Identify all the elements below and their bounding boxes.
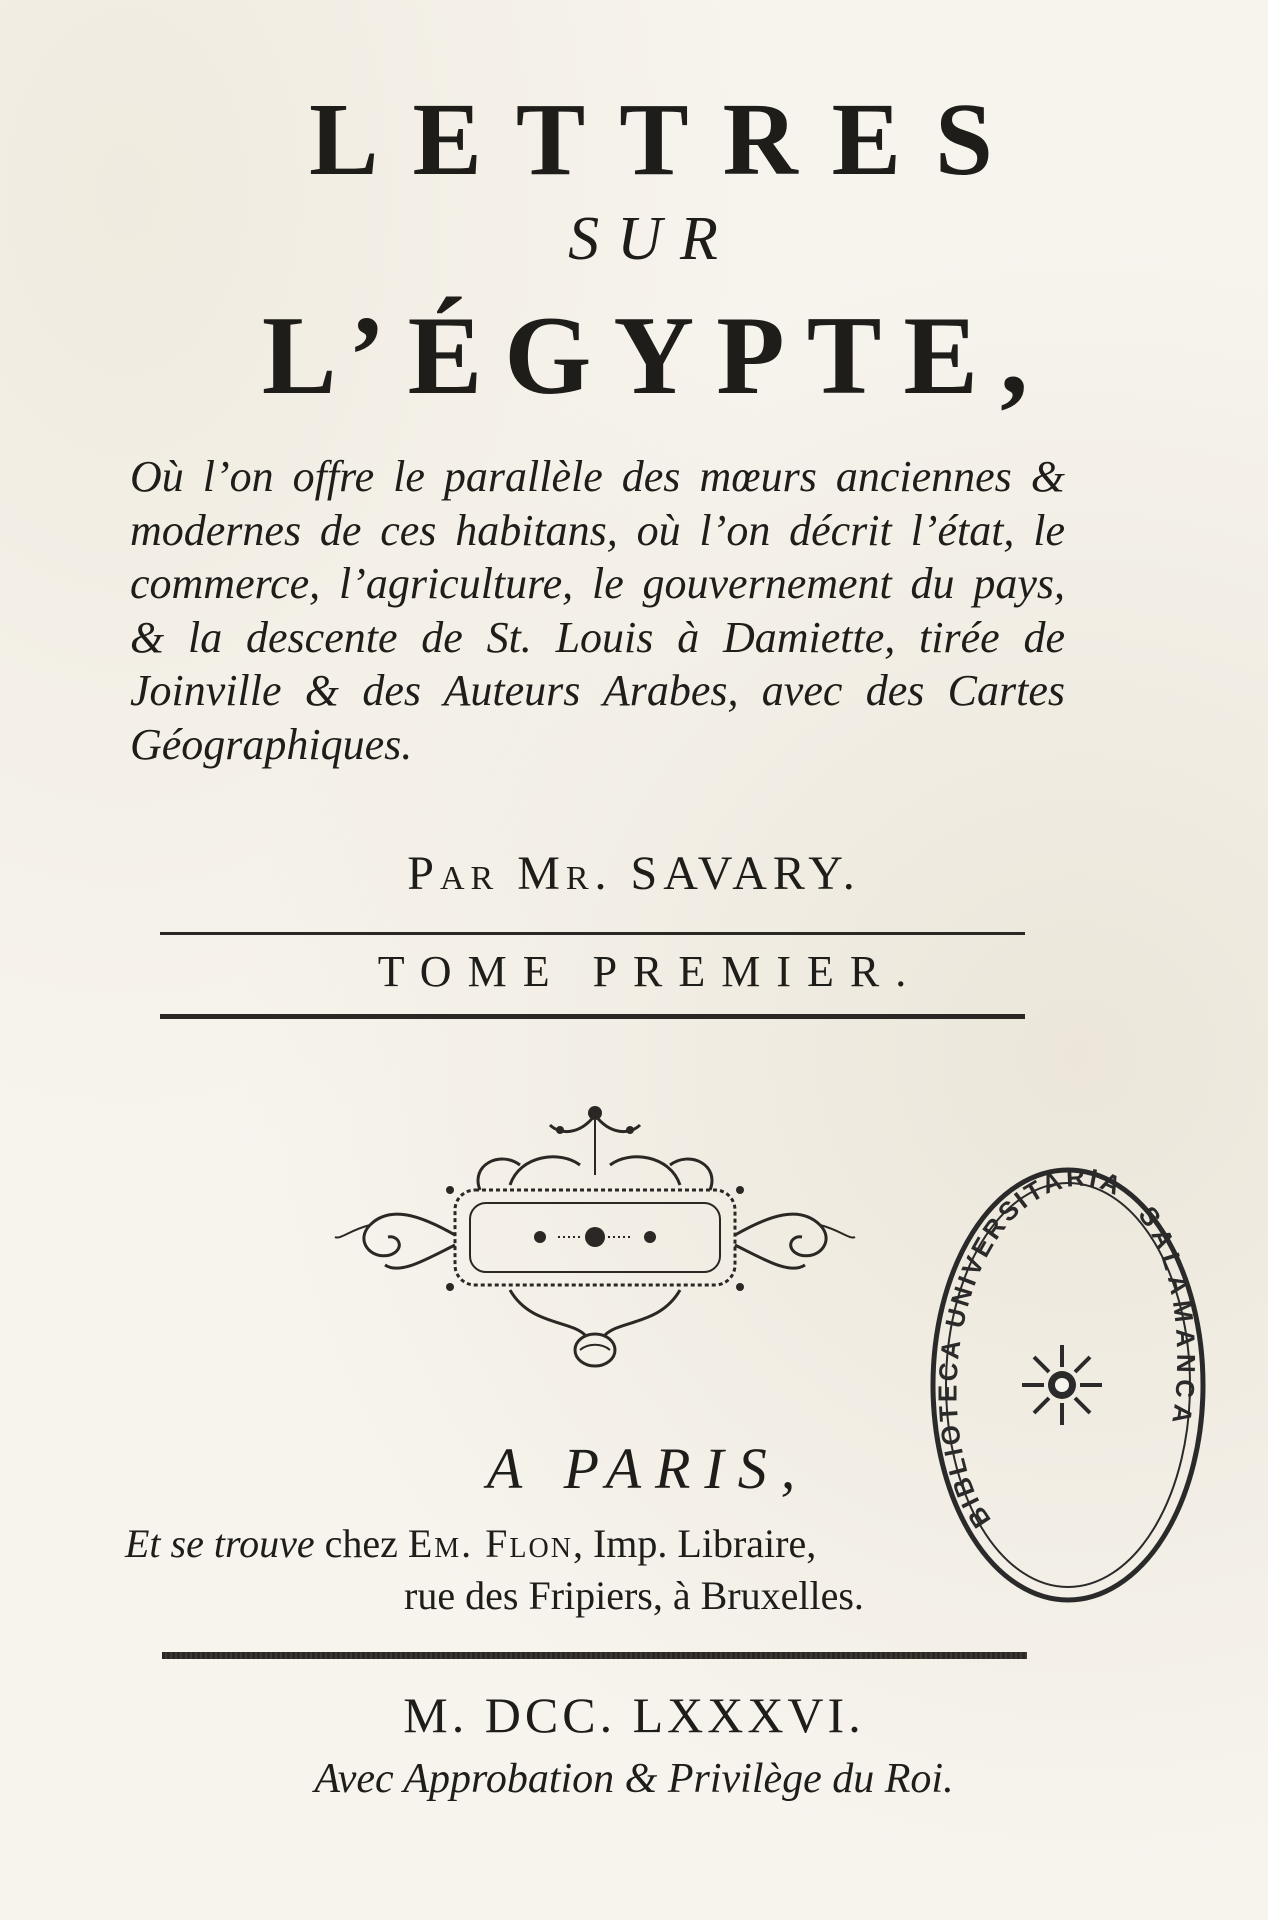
volume-label: TOME PREMIER. [377, 947, 923, 996]
approbation-line: Avec Approbation & Privilège du Roi. [314, 1756, 954, 1802]
printers-ornament [330, 1095, 860, 1385]
title-line-lettres: LETTRES [309, 82, 1027, 197]
imprint-seller-mid: chez [324, 1521, 398, 1566]
rule-bottom [160, 1014, 1025, 1019]
rule-top [160, 932, 1025, 935]
rule-imprint [162, 1652, 1027, 1659]
title-line-egypte: L’ÉGYPTE, [261, 294, 1051, 418]
imprint-seller-name: Em. Flon [407, 1521, 573, 1566]
imprint-address: rue des Fripiers, à Bruxelles. [404, 1573, 864, 1618]
imprint-seller-suffix: , Imp. Libraire, [572, 1521, 817, 1566]
imprint-city: A PARIS, [486, 1436, 810, 1501]
publication-date: M. DCC. LXXXVI. [403, 1687, 865, 1743]
stamp-text-top: BIBLIOTECA UNIVERSITARIA [932, 1161, 1129, 1534]
title-line-sur: SUR [568, 205, 736, 273]
imprint-seller-prefix: Et se trouve [125, 1521, 315, 1566]
imprint-seller-line [125, 1520, 1085, 1568]
stamp-text-side: SALAMANCA [1132, 1200, 1202, 1432]
svg-text:SALAMANCA [1133, 1201, 1202, 1432]
author-line: Par Mr. SAVARY. [407, 847, 861, 900]
subtitle-description: Où l’on offre le parallèle des mœurs anciennes & modernes de ces habitans, où l’on décrit l’état, le commerce, l’agriculture, le gouvernement du pays, & la descente de St. Louis à Damiette, tirée de Joinville & des Auteurs Arabes, avec des Cartes Géographiques. [130, 452, 1065, 769]
